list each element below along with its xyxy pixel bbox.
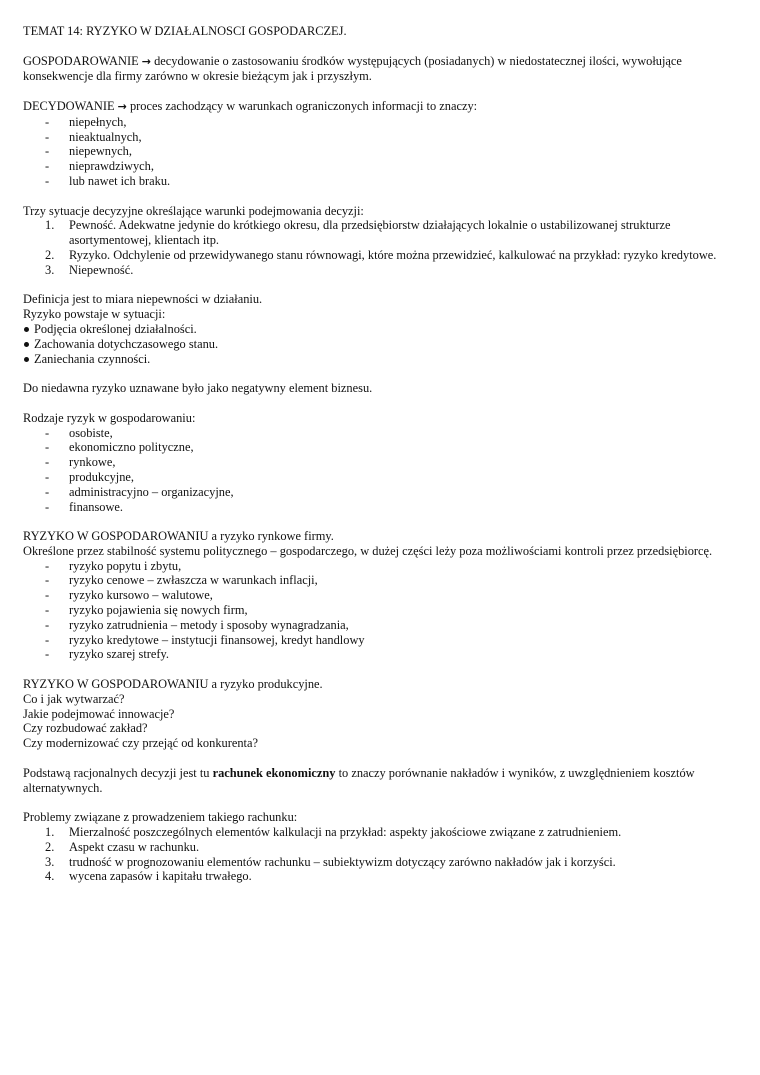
- list-item: - ryzyko zatrudnienia – metody i sposoby wynagradzania,: [23, 618, 723, 633]
- list-item: - niepełnych,: [23, 115, 723, 130]
- situations-list: [23, 218, 723, 277]
- list-text: trudność w prognozowaniu elementów rachunku – subiektywizm dotyczący zarówno nakładów jak i korzyści.: [69, 854, 616, 869]
- market-risk-list: [23, 559, 723, 663]
- list-item: [23, 840, 723, 855]
- gospodarowanie-paragraph: [23, 54, 723, 85]
- list-item: [23, 825, 723, 840]
- list-item: [23, 248, 723, 263]
- list-text: Pewność. Adekwatne jedynie do krótkiego okresu, dla przedsiębiorstw działających lokalnie o ustabilizowanej strukturze asortymentowej, klientach itp.: [69, 218, 671, 248]
- risk-situation-list: [23, 322, 723, 366]
- production-question: Co i jak wytwarzać?: [23, 691, 125, 706]
- production-question: Czy modernizować czy przejąć od konkurenta?: [23, 736, 258, 751]
- decydowanie-definition: proces zachodzący w warunkach ograniczonych informacji to znaczy:: [129, 98, 478, 113]
- situations-intro: Trzy sytuacje decyzyjne określające warunki podejmowania decyzji:: [23, 203, 364, 218]
- list-number: 2.: [45, 247, 55, 262]
- list-item: Podjęcia określonej działalności.: [23, 322, 723, 337]
- right-arrow-icon: →: [117, 99, 127, 113]
- rational-text-after: to znaczy porównanie nakładów i wyników, z uwzględnieniem kosztów alternatywnych.: [23, 765, 695, 795]
- right-arrow-icon: →: [141, 54, 151, 68]
- production-heading: RYZYKO W GOSPODAROWANIU a ryzyko produkcyjne.: [23, 677, 323, 692]
- list-item: - ryzyko kredytowe – instytucji finansowej, kredyt handlowy: [23, 633, 723, 648]
- rational-text-before: Podstawą racjonalnych decyzji jest tu: [23, 765, 213, 780]
- list-item: [23, 263, 723, 278]
- list-item: [23, 218, 723, 248]
- document-body: [23, 24, 723, 884]
- list-number: 1.: [45, 825, 55, 840]
- list-item: [23, 855, 723, 870]
- list-number: 3.: [45, 262, 55, 277]
- rational-paragraph: [23, 766, 723, 796]
- list-item: - produkcyjne,: [23, 470, 723, 485]
- list-item: - niepewnych,: [23, 144, 723, 159]
- decydowanie-term: DECYDOWANIE: [23, 98, 115, 113]
- decydowanie-paragraph: [23, 99, 723, 115]
- list-text: Aspekt czasu w rachunku.: [69, 839, 200, 854]
- rational-bold-term: rachunek ekonomiczny: [212, 765, 336, 780]
- list-item: Zaniechania czynności.: [23, 352, 723, 367]
- production-question: Czy rozbudować zakład?: [23, 721, 148, 736]
- list-item: - finansowe.: [23, 500, 723, 515]
- list-item: - osobiste,: [23, 426, 723, 441]
- market-intro: Określone przez stabilność systemu politycznego – gospodarczego, w dużej części leży poza możliwościami kontroli przez przedsiębiorcę.: [23, 543, 713, 558]
- negative-note: Do niedawna ryzyko uznawane było jako negatywny element biznesu.: [23, 381, 373, 396]
- list-item: [23, 869, 723, 884]
- gospodarowanie-term: GOSPODAROWANIE: [23, 53, 139, 68]
- list-text: Mierzalność poszczególnych elementów kalkulacji na przykład: aspekty jakościowe związane z zatrudnieniem.: [69, 825, 622, 840]
- types-intro: Rodzaje ryzyk w gospodarowaniu:: [23, 410, 196, 425]
- list-item: - ryzyko szarej strefy.: [23, 647, 723, 662]
- market-heading: RYZYKO W GOSPODAROWANIU a ryzyko rynkowe firmy.: [23, 529, 334, 544]
- gospodarowanie-definition: decydowanie o zastosowaniu środków występujących (posiadanych) w niedostatecznej ilości, wywołujące konsekwencje dla firmy zarówno w okresie bieżącym jak i przyszłym.: [23, 53, 682, 84]
- risk-situation-line: Ryzyko powstaje w sytuacji:: [23, 307, 166, 322]
- list-item: - ryzyko pojawienia się nowych firm,: [23, 603, 723, 618]
- list-number: 2.: [45, 839, 55, 854]
- list-item: - administracyjno – organizacyjne,: [23, 485, 723, 500]
- risk-types-list: [23, 426, 723, 515]
- list-item: - nieaktualnych,: [23, 130, 723, 145]
- definition-line: Definicja jest to miara niepewności w działaniu.: [23, 292, 263, 307]
- list-text: Niepewność.: [69, 262, 134, 277]
- list-item: - lub nawet ich braku.: [23, 174, 723, 189]
- list-item: - ryzyko popytu i zbytu,: [23, 559, 723, 574]
- list-number: 4.: [45, 869, 55, 884]
- information-list: [23, 115, 723, 189]
- list-text: Ryzyko. Odchylenie od przewidywanego stanu równowagi, które można przewidzieć, kalkulować na przykład: ryzyko kredytowe.: [69, 247, 717, 262]
- list-number: 3.: [45, 854, 55, 869]
- list-text: wycena zapasów i kapitału trwałego.: [69, 869, 252, 884]
- problems-intro: Problemy związane z prowadzeniem takiego rachunku:: [23, 810, 298, 825]
- list-item: - nieprawdziwych,: [23, 159, 723, 174]
- problems-list: [23, 825, 723, 884]
- list-item: Zachowania dotychczasowego stanu.: [23, 337, 723, 352]
- list-item: - rynkowe,: [23, 455, 723, 470]
- list-item: - ryzyko kursowo – walutowe,: [23, 588, 723, 603]
- production-question: Jakie podejmować innowacje?: [23, 706, 175, 721]
- page-title: TEMAT 14: RYZYKO W DZIAŁALNOSCI GOSPODARCZEJ.: [23, 24, 347, 38]
- list-item: - ekonomiczno polityczne,: [23, 440, 723, 455]
- list-item: - ryzyko cenowe – zwłaszcza w warunkach inflacji,: [23, 573, 723, 588]
- list-number: 1.: [45, 218, 55, 233]
